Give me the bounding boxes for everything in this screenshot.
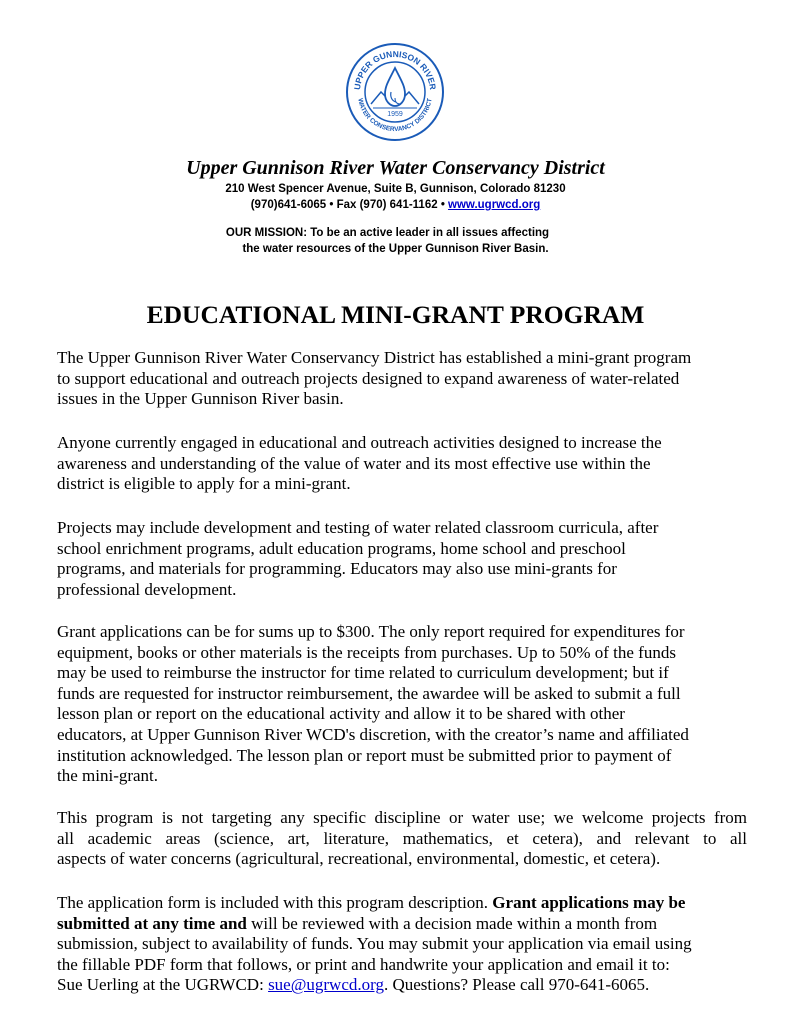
text-line: all academic areas (science, art, literature, mathematics, et cetera), and relevant to all	[57, 828, 747, 848]
text-line: institution acknowledged. The lesson plan or report must be submitted prior to payment of	[57, 745, 672, 765]
text-line: submission, subject to availability of funds. You may submit your application via email using	[57, 934, 692, 954]
address-line: 210 West Spencer Avenue, Suite B, Gunnison, Colorado 81230	[225, 183, 566, 195]
text-line: awareness and understanding of the value of water and its most effective use within the	[57, 453, 651, 473]
text-line	[57, 914, 747, 935]
text-line: issues in the Upper Gunnison River basin.	[57, 389, 344, 409]
contact-line	[0, 198, 791, 213]
text-line: Grant applications can be for sums up to $300. The only report required for expenditures for	[57, 622, 685, 641]
fax-number: Fax (970) 641-1162	[336, 199, 438, 211]
website-link[interactable]: www.ugrwcd.org	[448, 199, 541, 211]
text-line: educators, at Upper Gunnison River WCD's discretion, with the creator’s name and affiliated	[57, 724, 689, 744]
email-link[interactable]: sue@ugrwcd.org	[268, 975, 384, 995]
paragraph-scope	[57, 808, 747, 870]
logo-year: 1959	[387, 111, 403, 118]
text-line: lesson plan or report on the educational activity and allow it to be shared with other	[57, 704, 625, 724]
text-line: district is eligible to apply for a mini-grant.	[57, 474, 351, 494]
mission-line-1: OUR MISSION: To be an active leader in all issues affecting	[225, 227, 550, 239]
text-line: This program is not targeting any specific discipline or water use; we welcome projects from	[57, 808, 747, 827]
paragraph-projects	[57, 518, 747, 600]
text-line: Projects may include development and testing of water related classroom curricula, after	[57, 518, 659, 537]
separator: •	[326, 199, 337, 211]
paragraph-grant-terms	[57, 622, 747, 787]
logo-top-text: UPPER GUNNISON RIVER	[351, 48, 439, 91]
text-line: funds are requested for instructor reimbursement, the awardee will be asked to submit a full	[57, 683, 681, 703]
text-line: aspects of water concerns (agricultural, recreational, environmental, domestic, et cetera).	[57, 849, 661, 869]
text-line: professional development.	[57, 579, 237, 599]
text-line: Anyone currently engaged in educational and outreach activities designed to increase the	[57, 433, 662, 452]
text-segment: . Questions? Please call 970-641-6065.	[383, 975, 650, 995]
text-line: the fillable PDF form that follows, or print and handwrite your application and email it to:	[57, 954, 670, 974]
text-line	[57, 893, 747, 914]
phone-number: (970)641-6065	[250, 199, 327, 211]
text-line: the mini-grant.	[57, 766, 159, 786]
paragraph-application	[57, 893, 747, 996]
text-line: programs, and materials for programming. Educators may also use mini-grants for	[57, 559, 617, 579]
paragraph-eligibility	[57, 433, 747, 495]
bold-text: Grant applications may be	[492, 893, 686, 912]
org-name: Upper Gunnison River Water Conservancy District	[186, 157, 605, 179]
text-segment: Sue Uerling at the UGRWCD:	[57, 975, 269, 995]
paragraph-intro	[57, 348, 747, 410]
logo-bottom-text: WATER CONSERVANCY DISTRICT	[356, 97, 434, 134]
separator: •	[437, 199, 449, 211]
text-line: school enrichment programs, adult education programs, home school and preschool	[57, 538, 626, 558]
text-line	[57, 975, 747, 996]
text-line: to support educational and outreach projects designed to expand awareness of water-related	[57, 368, 680, 388]
text-segment: will be reviewed with a decision made within a month from	[246, 913, 658, 933]
text-line: The Upper Gunnison River Water Conservancy District has established a mini-grant program	[57, 348, 692, 367]
bold-text: submitted at any time and	[57, 913, 247, 933]
text-line: equipment, books or other materials is the receipts from purchases. Up to 50% of the funds	[57, 642, 676, 662]
mission-line-2: the water resources of the Upper Gunnison River Basin.	[242, 243, 549, 255]
ugrwcd-logo	[345, 42, 445, 142]
text-segment: The application form is included with this program description.	[57, 893, 493, 912]
page-title: EDUCATIONAL MINI-GRANT PROGRAM	[146, 300, 645, 329]
text-line: may be used to reimburse the instructor for time related to curriculum development; but if	[57, 663, 669, 683]
